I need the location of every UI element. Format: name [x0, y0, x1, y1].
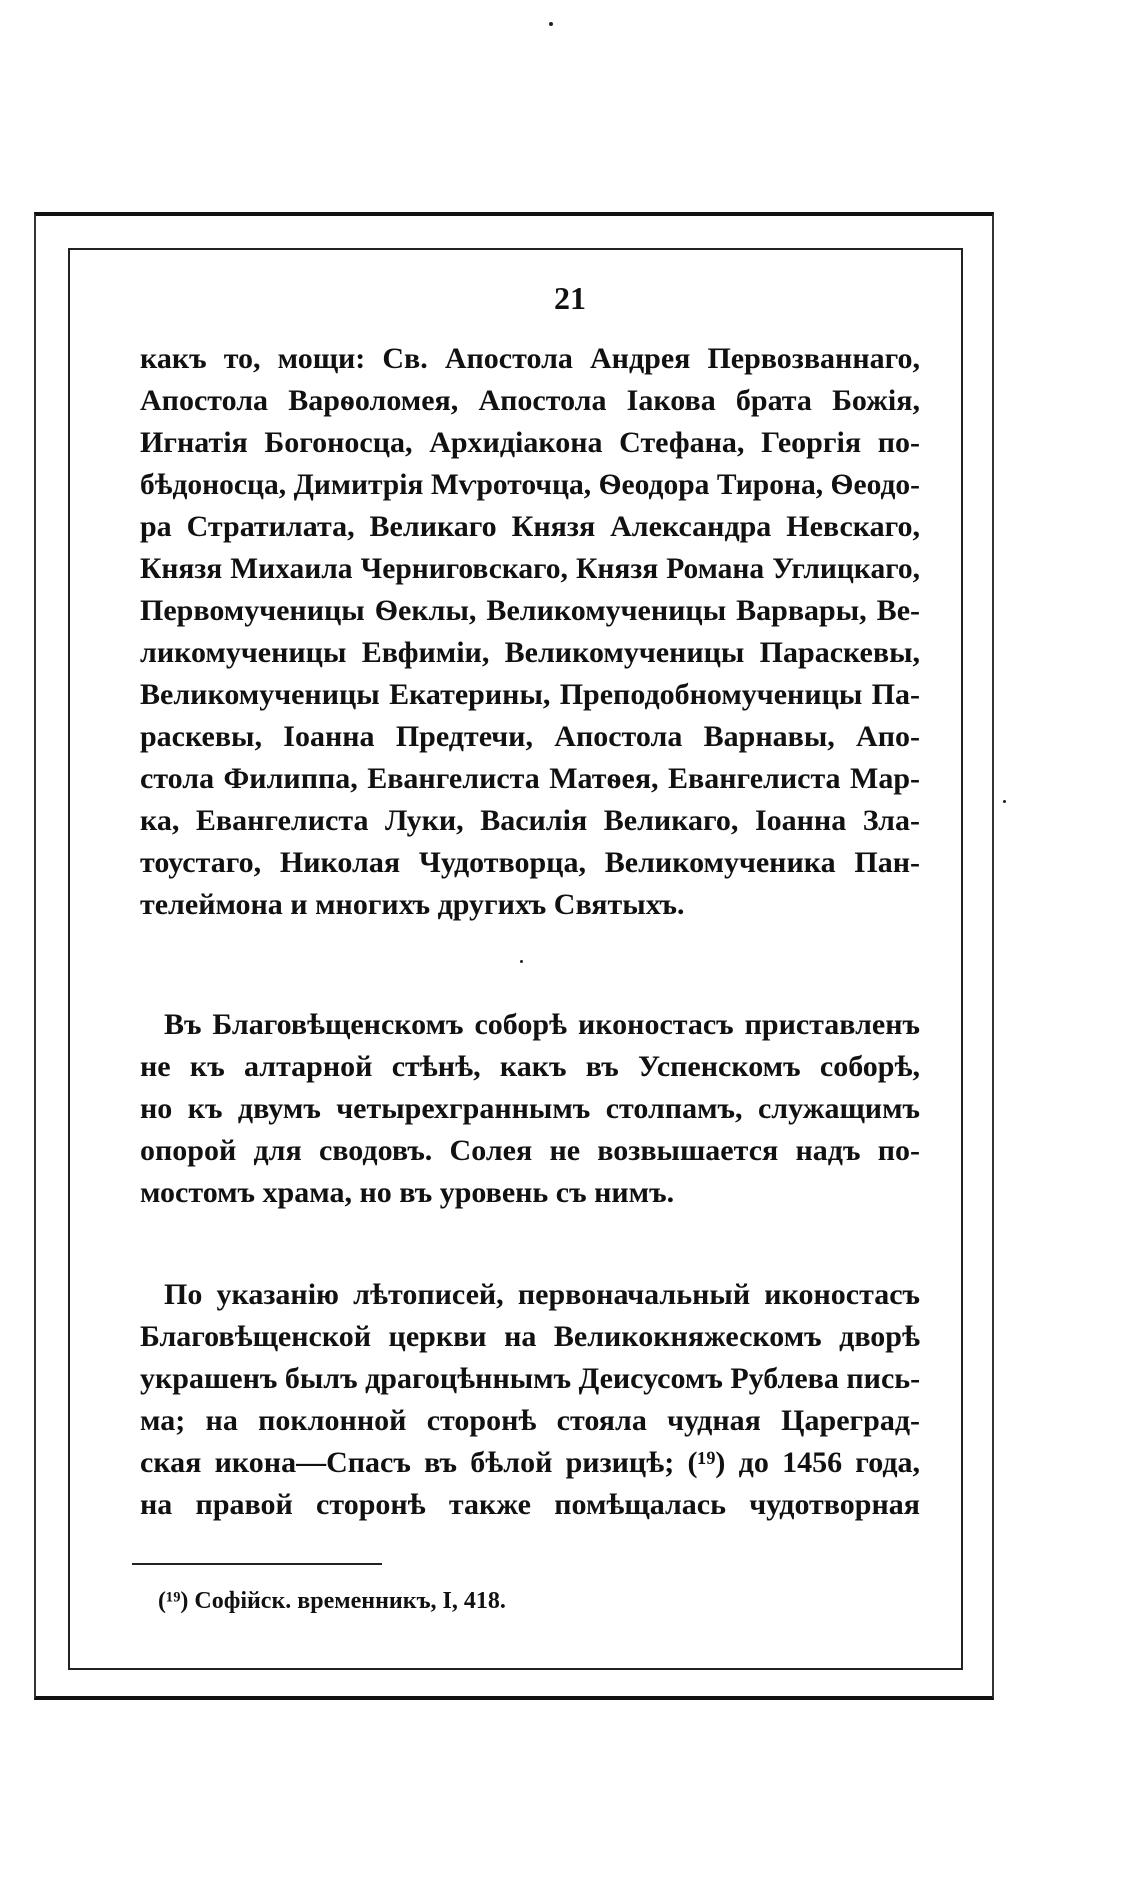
paragraph-chronicles	[140, 1274, 920, 1526]
text-line: бѣдоносца, Димитрія Мѵроточца, Ѳеодора Тирона, Ѳеодо-	[140, 469, 920, 501]
paragraph-iconostasis-placement	[140, 1004, 920, 1214]
text-line: на правой сторонѣ также помѣщалась чудотворная	[140, 1488, 920, 1521]
text-line: украшенъ былъ драгоцѣннымъ Деисусомъ Рублева пись-	[140, 1362, 920, 1395]
text-line: Великомученицы Екатерины, Преподобномученицы Па-	[140, 678, 920, 711]
text-line: мостомъ храма, но въ уровень съ нимъ.	[140, 1176, 675, 1209]
ink-speck	[549, 22, 553, 26]
text-line: раскевы, Іоанна Предтечи, Апостола Варнавы, Апо-	[140, 720, 920, 753]
footnote: (¹⁹) Софійск. временникъ, I, 418.	[158, 1588, 506, 1614]
text-line: опорой для сводовъ. Солея не возвышается надъ по-	[140, 1134, 920, 1167]
text-line: какъ то, мощи: Св. Апостола Андрея Первозваннаго,	[140, 342, 920, 375]
text-line: не къ алтарной стѣнѣ, какъ въ Успенскомъ соборѣ,	[140, 1050, 920, 1083]
footnote-rule	[132, 1563, 382, 1565]
text-line: ра Стратилата, Великаго Князя Александра Невскаго,	[140, 510, 920, 543]
page-number: 21	[554, 280, 586, 316]
text-line: Князя Михаила Черниговскаго, Князя Романа Углицкаго,	[140, 553, 920, 585]
text-line: телеймона и многихъ другихъ Святыхъ.	[140, 888, 685, 921]
text-line: Игнатія Богоносца, Архидіакона Стефана, Георгія по-	[140, 426, 920, 459]
text-line: ская икона—Спасъ въ бѣлой ризицѣ; (¹⁹) до 1456 года,	[140, 1446, 920, 1479]
text-line: тоустаго, Николая Чудотворца, Великомученика Пан-	[140, 846, 920, 879]
text-line: стола Филиппа, Евангелиста Матѳея, Евангелиста Мар-	[140, 762, 920, 795]
text-line: ма; на поклонной сторонѣ стояла чудная Цареград-	[140, 1404, 920, 1437]
ink-speck	[1003, 800, 1006, 803]
text-line: Апостола Варѳоломея, Апостола Іакова брата Божія,	[140, 384, 920, 417]
text-line: Первомученицы Ѳеклы, Великомученицы Варвары, Ве-	[140, 594, 920, 627]
text-line: ликомученицы Евфиміи, Великомученицы Параскевы,	[140, 636, 920, 669]
paragraph-relics	[140, 338, 920, 926]
text-line: Благовѣщенской церкви на Великокняжескомъ дворѣ	[140, 1320, 920, 1353]
text-line: ка, Евангелиста Луки, Василія Великаго, Іоанна Зла-	[140, 804, 920, 837]
text-line: Въ Благовѣщенскомъ соборѣ иконостасъ приставленъ	[164, 1008, 920, 1041]
text-line: но къ двумъ четырехграннымъ столпамъ, служащимъ	[140, 1092, 920, 1125]
text-line: По указанію лѣтописей, первоначальный иконостасъ	[164, 1278, 920, 1311]
